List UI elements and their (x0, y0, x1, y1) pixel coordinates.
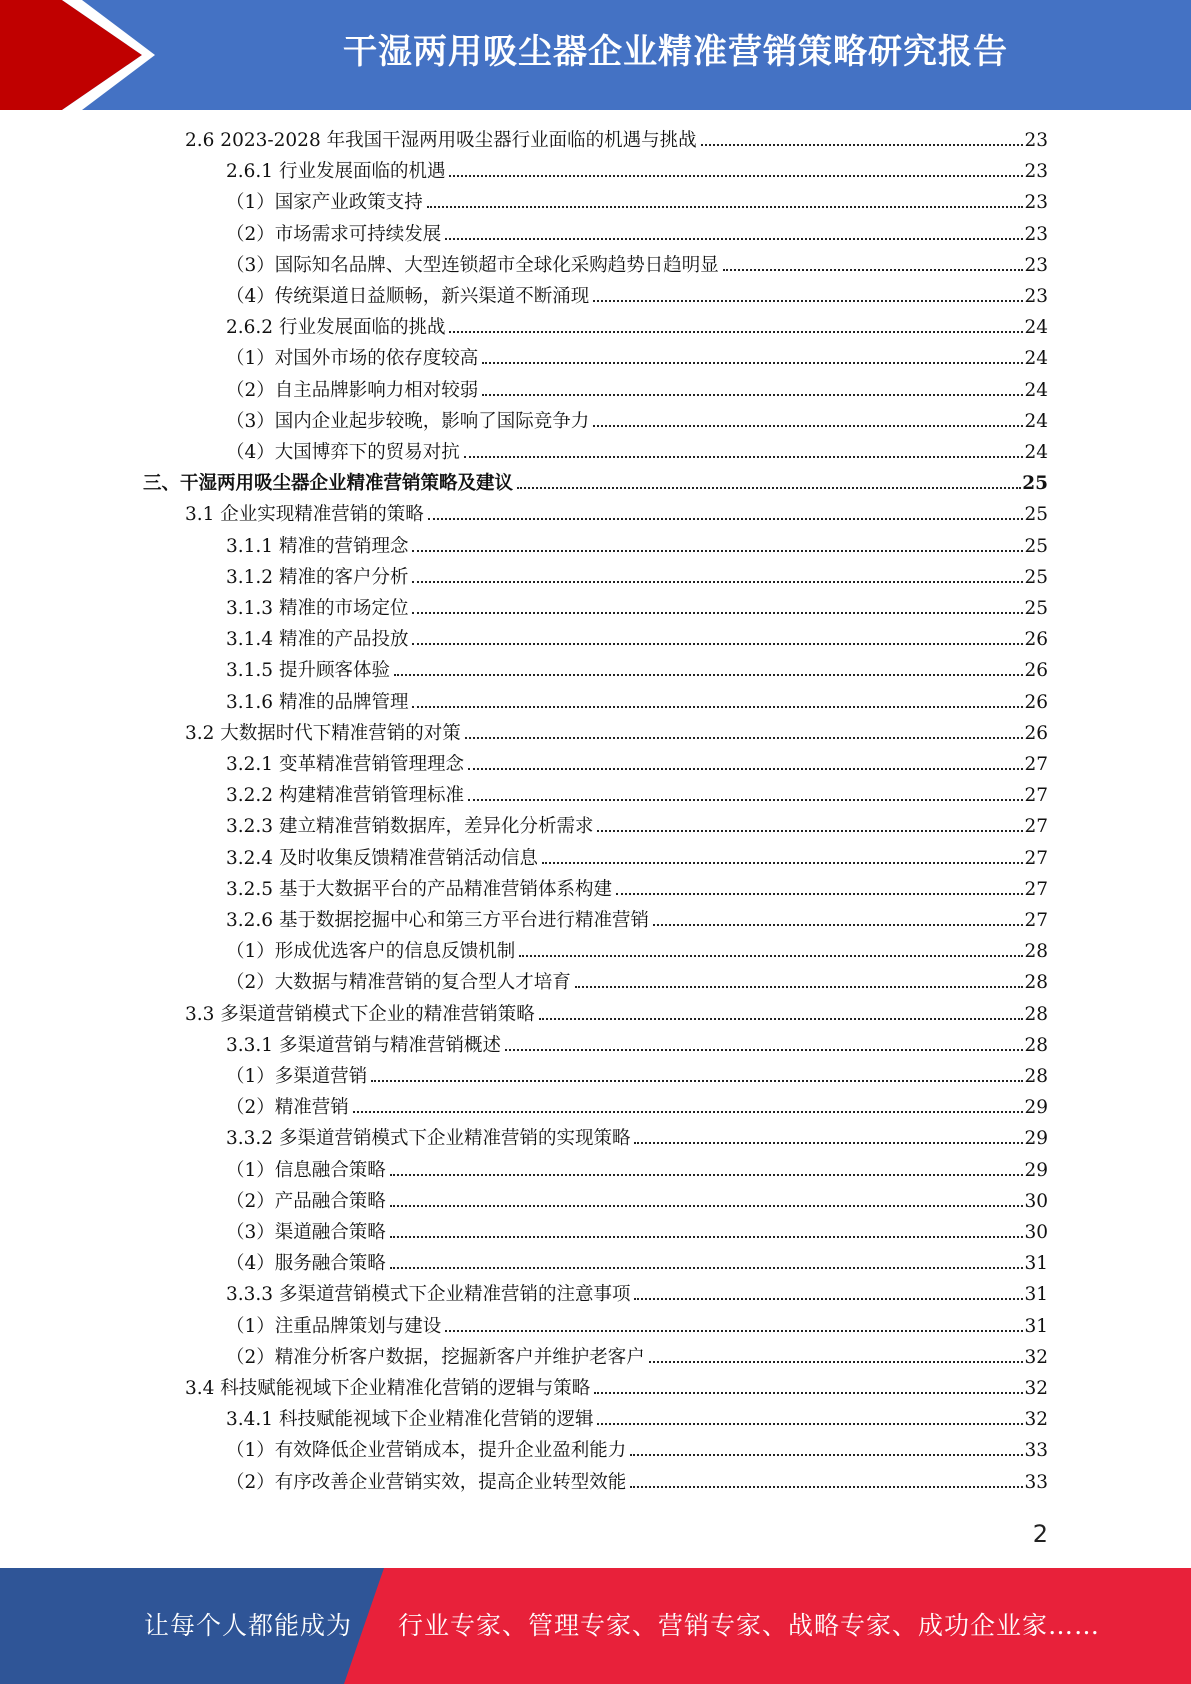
toc-entry-page: 31 (1024, 1253, 1048, 1275)
toc-entry[interactable] (226, 1062, 1048, 1093)
toc-entry-title: 3.2.1 变革精准营销管理理念 (226, 754, 464, 775)
toc-entry-title: （3）国内企业起步较晚，影响了国际竞争力 (226, 410, 590, 432)
toc-entry[interactable] (226, 1156, 1048, 1187)
toc-entry[interactable] (226, 313, 1048, 344)
toc-entry-title: 3.2 大数据时代下精准营销的对策 (185, 722, 461, 744)
toc-entry-page: 33 (1024, 1471, 1048, 1493)
toc-entry-page: 29 (1024, 1097, 1048, 1119)
toc-entry-title: （1）对国外市场的依存度较高 (226, 348, 479, 370)
toc-dot-leader (449, 331, 1023, 333)
toc-entry-title: 3.1 企业实现精准营销的策略 (185, 504, 424, 526)
toc-entry-title: （1）多渠道营销 (226, 1066, 368, 1087)
toc-dot-leader (505, 1049, 1023, 1051)
toc-entry-title: （2）精准分析客户数据，挖掘新客户并维护老客户 (226, 1346, 645, 1368)
toc-entry[interactable] (226, 188, 1048, 219)
toc-entry-title: （1）形成优选客户的信息反馈机制 (226, 941, 516, 963)
toc-entry[interactable] (226, 968, 1048, 999)
toc-entry-title: 3.1.6 精准的品牌管理 (226, 691, 409, 713)
toc-entry[interactable] (226, 1093, 1048, 1124)
toc-dot-leader (445, 238, 1023, 240)
toc-entry[interactable] (226, 157, 1048, 188)
toc-dot-leader (371, 1080, 1023, 1082)
toc-entry-title: 3.1.2 精准的客户分析 (226, 566, 409, 588)
toc-entry[interactable] (226, 1343, 1048, 1374)
footer-slogan-left: 让每个人都能成为 (144, 1611, 353, 1640)
toc-entry-page: 23 (1024, 254, 1048, 276)
toc-entry-title: （3）渠道融合策略 (226, 1222, 386, 1243)
toc-entry-page: 30 (1024, 1190, 1048, 1212)
toc-dot-leader (482, 394, 1023, 396)
toc-entry-page: 28 (1024, 1066, 1048, 1087)
toc-entry[interactable] (226, 1312, 1048, 1343)
toc-dot-leader (390, 1205, 1024, 1207)
toc-entry-title: 3.1.3 精准的市场定位 (226, 598, 409, 619)
toc-dot-leader (593, 300, 1023, 302)
toc-entry-page: 28 (1024, 941, 1048, 963)
toc-entry-title: （1）国家产业政策支持 (226, 192, 423, 214)
toc-entry-title: 2.6 2023-2028 年我国干湿两用吸尘器行业面临的机遇与挑战 (185, 130, 697, 151)
toc-entry-title: 3.4 科技赋能视域下企业精准化营销的逻辑与策略 (185, 1378, 591, 1399)
toc-entry-title: （4）大国博弈下的贸易对抗 (226, 442, 460, 463)
toc-dot-leader (593, 425, 1023, 427)
toc-entry[interactable] (226, 750, 1048, 781)
toc-entry-page: 23 (1024, 161, 1048, 183)
toc-entry[interactable] (226, 1187, 1048, 1218)
toc-dot-leader (723, 269, 1024, 271)
toc-dot-leader (542, 862, 1023, 864)
toc-dot-leader (428, 518, 1024, 520)
toc-dot-leader (412, 612, 1023, 614)
toc-entry-page: 27 (1024, 847, 1048, 869)
toc-entry-title: 3.3.2 多渠道营销模式下企业精准营销的实现策略 (226, 1128, 631, 1150)
toc-entry-page: 27 (1024, 910, 1048, 931)
toc-entry-title: 3.1.1 精准的营销理念 (226, 535, 409, 557)
toc-entry[interactable] (226, 282, 1048, 313)
toc-entry[interactable] (226, 1249, 1048, 1280)
toc-entry-page: 25 (1024, 566, 1048, 588)
toc-entry-title: 3.1.4 精准的产品投放 (226, 629, 409, 651)
toc-entry-title: 3.3 多渠道营销模式下企业的精准营销策略 (185, 1003, 535, 1025)
toc-entry-title: （2）精准营销 (226, 1097, 349, 1119)
toc-dot-leader (412, 706, 1023, 708)
toc-entry-title: （4）传统渠道日益顺畅，新兴渠道不断涌现 (226, 286, 590, 307)
toc-entry[interactable] (226, 812, 1048, 843)
toc-entry-page: 23 (1024, 192, 1048, 214)
toc-entry[interactable] (185, 126, 1048, 157)
toc-entry-title: 3.2.4 及时收集反馈精准营销活动信息 (226, 847, 538, 869)
toc-dot-leader (394, 674, 1023, 676)
toc-entry[interactable] (226, 1468, 1048, 1499)
toc-entry-title: （4）服务融合策略 (226, 1253, 386, 1275)
toc-entry-title: 2.6.1 行业发展面临的机遇 (226, 161, 446, 183)
footer-slogan-right: 行业专家、管理专家、营销专家、战略专家、成功企业家…… (398, 1611, 1101, 1640)
toc-dot-leader (539, 1018, 1024, 1020)
page-header (0, 0, 1191, 110)
toc-entry-page: 28 (1024, 1003, 1048, 1025)
toc-entry[interactable] (226, 1124, 1048, 1155)
toc-dot-leader (630, 1454, 1023, 1456)
toc-entry[interactable] (226, 1031, 1048, 1062)
toc-entry-page: 27 (1024, 816, 1048, 838)
toc-dot-leader (445, 1330, 1023, 1332)
toc-dot-leader (519, 955, 1023, 957)
toc-entry-title: 三、干湿两用吸尘器企业精准营销策略及建议 (143, 473, 514, 495)
toc-entry-page: 27 (1024, 878, 1048, 900)
toc-dot-leader (594, 1392, 1023, 1394)
toc-entry-title: 3.4.1 科技赋能视域下企业精准化营销的逻辑 (226, 1409, 594, 1431)
toc-dot-leader (412, 643, 1023, 645)
toc-entry-title: （2）有序改善企业营销实效，提高企业转型效能 (226, 1471, 627, 1493)
toc-entry-title: （3）国际知名品牌、大型连锁超市全球化采购趋势日趋明显 (226, 254, 719, 276)
toc-dot-leader (482, 362, 1023, 364)
toc-entry-title: 3.2.5 基于大数据平台的产品精准营销体系构建 (226, 878, 612, 900)
toc-entry-title: 3.2.6 基于数据挖掘中心和第三方平台进行精准营销 (226, 910, 649, 931)
toc-entry-title: （2）产品融合策略 (226, 1190, 386, 1212)
toc-dot-leader (468, 768, 1023, 770)
page-number: 2 (1032, 1520, 1048, 1548)
toc-entry-page: 23 (1024, 130, 1048, 151)
toc-entry-title: （1）有效降低企业营销成本，提升企业盈利能力 (226, 1440, 627, 1462)
toc-dot-leader (390, 1267, 1024, 1269)
toc-entry-page: 25 (1024, 535, 1048, 557)
toc-entry[interactable] (226, 688, 1048, 719)
toc-dot-leader (575, 986, 1024, 988)
toc-entry-page: 23 (1024, 223, 1048, 245)
toc-entry[interactable] (226, 220, 1048, 251)
toc-entry[interactable] (226, 1436, 1048, 1467)
toc-entry[interactable] (226, 906, 1048, 937)
toc-dot-leader (412, 581, 1023, 583)
toc-entry-title: （2）市场需求可持续发展 (226, 223, 442, 245)
toc-entry-page: 28 (1024, 972, 1048, 994)
toc-entry[interactable] (143, 469, 1048, 500)
toc-dot-leader (616, 893, 1023, 895)
toc-entry-page: 26 (1024, 660, 1048, 682)
toc-entry-page: 24 (1024, 410, 1048, 432)
toc-entry-title: 3.1.5 提升顾客体验 (226, 660, 390, 682)
toc-entry[interactable] (226, 344, 1048, 375)
toc-entry-page: 24 (1024, 317, 1048, 339)
toc-entry[interactable] (226, 625, 1048, 656)
toc-entry-page: 32 (1024, 1409, 1048, 1431)
toc-entry-page: 30 (1024, 1222, 1048, 1243)
toc-entry-page: 27 (1024, 754, 1048, 775)
toc-entry-title: 3.3.3 多渠道营销模式下企业精准营销的注意事项 (226, 1284, 631, 1306)
toc-entry-page: 27 (1024, 785, 1048, 807)
toc-dot-leader (464, 456, 1024, 458)
toc-entry-page: 31 (1024, 1315, 1048, 1337)
toc-dot-leader (649, 1361, 1024, 1363)
toc-dot-leader (465, 737, 1024, 739)
toc-dot-leader (449, 175, 1023, 177)
toc-entry-title: 3.3.1 多渠道营销与精准营销概述 (226, 1034, 501, 1056)
toc-entry-page: 28 (1024, 1034, 1048, 1056)
toc-entry[interactable] (226, 1280, 1048, 1311)
toc-dot-leader (517, 487, 1021, 489)
toc-entry-page: 24 (1024, 379, 1048, 401)
toc-entry-title: （2）大数据与精准营销的复合型人才培育 (226, 972, 571, 994)
toc-dot-leader (701, 144, 1024, 146)
toc-dot-leader (468, 799, 1023, 801)
toc-entry-page: 32 (1024, 1346, 1048, 1368)
toc-entry-page: 25 (1024, 504, 1048, 526)
toc-entry-page: 23 (1024, 286, 1048, 307)
toc-entry-page: 25 (1024, 598, 1048, 619)
toc-entry[interactable] (226, 563, 1048, 594)
toc-entry-page: 24 (1024, 348, 1048, 370)
toc-dot-leader (390, 1236, 1024, 1238)
toc-entry-page: 25 (1022, 473, 1048, 495)
toc-dot-leader (653, 924, 1023, 926)
toc-entry-title: 3.2.3 建立精准营销数据库，差异化分析需求 (226, 816, 594, 838)
toc-dot-leader (630, 1486, 1023, 1488)
toc-entry-page: 31 (1024, 1284, 1048, 1306)
toc-entry-title: （2）自主品牌影响力相对较弱 (226, 379, 479, 401)
toc-entry[interactable] (226, 1405, 1048, 1436)
toc-entry-title: 2.6.2 行业发展面临的挑战 (226, 317, 446, 339)
toc-entry[interactable] (226, 875, 1048, 906)
toc-entry-page: 32 (1024, 1378, 1048, 1399)
toc-entry[interactable] (226, 376, 1048, 407)
toc-entry[interactable] (226, 656, 1048, 687)
toc-entry-title: （1）信息融合策略 (226, 1159, 386, 1181)
toc-entry[interactable] (226, 251, 1048, 282)
toc-entry-page: 29 (1024, 1159, 1048, 1181)
toc-entry[interactable] (226, 844, 1048, 875)
toc-entry[interactable] (226, 407, 1048, 438)
toc-entry-page: 33 (1024, 1440, 1048, 1462)
toc-entry[interactable] (185, 1000, 1048, 1031)
toc-dot-leader (412, 550, 1023, 552)
toc-entry[interactable] (226, 532, 1048, 563)
toc-entry[interactable] (185, 500, 1048, 531)
toc-entry[interactable] (226, 937, 1048, 968)
toc-entry-title: （1）注重品牌策划与建设 (226, 1315, 442, 1337)
toc-entry-page: 24 (1024, 442, 1048, 463)
page-footer (0, 1568, 1191, 1684)
toc-entry-title: 3.2.2 构建精准营销管理标准 (226, 785, 464, 807)
toc-entry-page: 26 (1024, 629, 1048, 651)
toc-entry[interactable] (226, 781, 1048, 812)
toc-entry[interactable] (226, 438, 1048, 469)
toc-entry-page: 26 (1024, 722, 1048, 744)
toc-dot-leader (634, 1142, 1023, 1144)
toc-entry[interactable] (185, 719, 1048, 750)
toc-entry-page: 26 (1024, 691, 1048, 713)
toc-dot-leader (597, 1423, 1023, 1425)
toc-entry[interactable] (185, 1374, 1048, 1405)
toc-dot-leader (353, 1111, 1024, 1113)
toc-dot-leader (597, 830, 1023, 832)
document-title: 干湿两用吸尘器企业精准营销策略研究报告 (343, 32, 1008, 72)
toc-entry-page: 29 (1024, 1128, 1048, 1150)
toc-dot-leader (634, 1298, 1023, 1300)
toc-dot-leader (390, 1174, 1024, 1176)
toc-entry[interactable] (226, 594, 1048, 625)
toc-entry[interactable] (226, 1218, 1048, 1249)
toc-dot-leader (427, 206, 1024, 208)
